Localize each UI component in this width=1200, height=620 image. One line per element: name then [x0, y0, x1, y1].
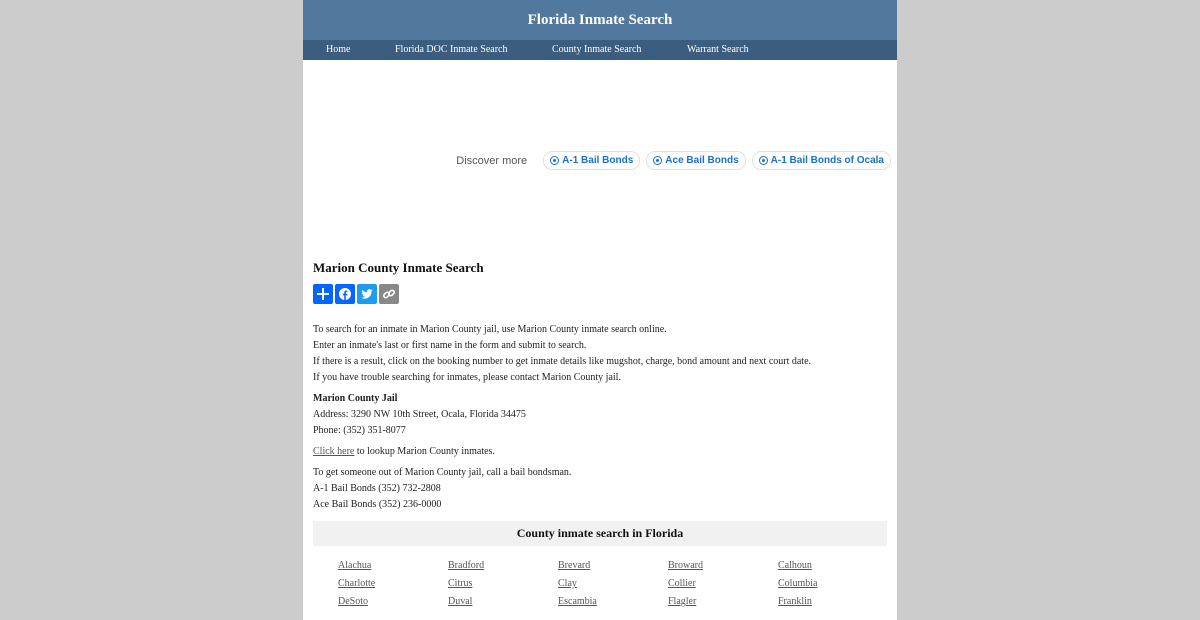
- discover-more-bar: [456, 151, 891, 170]
- county-link[interactable]: Escambia: [558, 596, 597, 607]
- county-link[interactable]: Citrus: [448, 578, 473, 589]
- county-link[interactable]: Broward: [668, 560, 703, 571]
- nav-florida-doc-inmate-search[interactable]: Florida DOC Inmate Search: [395, 44, 508, 55]
- lookup-text: to lookup Marion County inmates.: [354, 446, 495, 457]
- intro-text: [313, 322, 887, 386]
- chip-label: Ace Bail Bonds: [665, 155, 739, 166]
- county-link[interactable]: Bradford: [448, 560, 485, 571]
- main-nav: [303, 40, 897, 60]
- intro-line: If you have trouble searching for inmates, please contact Marion County jail.: [313, 372, 621, 383]
- share-add-button[interactable]: [313, 284, 333, 304]
- circle-dot-icon: [550, 156, 559, 165]
- circle-dot-icon: [653, 156, 662, 165]
- discover-chip-a1-bail-bonds[interactable]: [543, 151, 640, 170]
- bail-line: Ace Bail Bonds (352) 236-0000: [313, 499, 442, 510]
- discover-more-label: Discover more: [456, 154, 528, 167]
- county-list: [313, 558, 887, 610]
- lookup-line: [313, 444, 887, 460]
- chip-label: A-1 Bail Bonds of Ocala: [770, 155, 884, 166]
- site-title[interactable]: Florida Inmate Search: [527, 11, 673, 28]
- nav-county-inmate-search[interactable]: County Inmate Search: [552, 44, 642, 55]
- county-link[interactable]: Franklin: [778, 596, 812, 607]
- county-link[interactable]: Brevard: [558, 560, 591, 571]
- bail-line: A-1 Bail Bonds (352) 732-2808: [313, 483, 441, 494]
- page: [303, 0, 897, 620]
- nav-home[interactable]: Home: [326, 44, 351, 55]
- chip-label: A-1 Bail Bonds: [562, 155, 634, 166]
- discover-chip-ace-bail-bonds[interactable]: [646, 151, 745, 170]
- bail-info: [313, 465, 887, 513]
- share-copy-link-button[interactable]: [379, 284, 399, 304]
- county-link[interactable]: Collier: [668, 578, 696, 589]
- county-link[interactable]: Charlotte: [338, 578, 376, 589]
- county-link[interactable]: DeSoto: [338, 596, 368, 607]
- jail-info: [313, 391, 887, 439]
- circle-dot-icon: [759, 156, 768, 165]
- county-link[interactable]: Flagler: [668, 596, 697, 607]
- discover-chip-a1-bail-bonds-ocala[interactable]: [752, 151, 891, 170]
- jail-address: Address: 3290 NW 10th Street, Ocala, Florida 34475: [313, 409, 526, 420]
- share-buttons: [313, 284, 887, 304]
- jail-phone: Phone: (352) 351-8077: [313, 425, 406, 436]
- page-title: Marion County Inmate Search: [313, 260, 484, 275]
- county-link[interactable]: Duval: [448, 596, 473, 607]
- county-link[interactable]: Clay: [558, 578, 577, 589]
- share-twitter-button[interactable]: [357, 284, 377, 304]
- share-facebook-button[interactable]: [335, 284, 355, 304]
- jail-name: Marion County Jail: [313, 393, 398, 404]
- facebook-icon: [338, 287, 352, 301]
- county-link[interactable]: Alachua: [338, 560, 372, 571]
- site-header: [303, 0, 897, 40]
- plus-icon: [316, 287, 330, 301]
- county-section-title: County inmate search in Florida: [313, 521, 887, 546]
- bail-line: To get someone out of Marion County jail, call a bail bondsman.: [313, 467, 572, 478]
- link-icon: [382, 287, 396, 301]
- intro-line: Enter an inmate's last or first name in the form and submit to search.: [313, 340, 587, 351]
- nav-warrant-search[interactable]: Warrant Search: [687, 44, 749, 55]
- click-here-link[interactable]: Click here: [313, 446, 355, 457]
- intro-line: To search for an inmate in Marion County jail, use Marion County inmate search online.: [313, 324, 667, 335]
- main-content: [303, 260, 897, 610]
- intro-line: If there is a result, click on the booking number to get inmate details like mugshot, charge, bond amount and next court date.: [313, 356, 812, 367]
- ad-area: [303, 60, 897, 250]
- county-link[interactable]: Columbia: [778, 578, 818, 589]
- twitter-icon: [360, 287, 374, 301]
- county-link[interactable]: Calhoun: [778, 560, 812, 571]
